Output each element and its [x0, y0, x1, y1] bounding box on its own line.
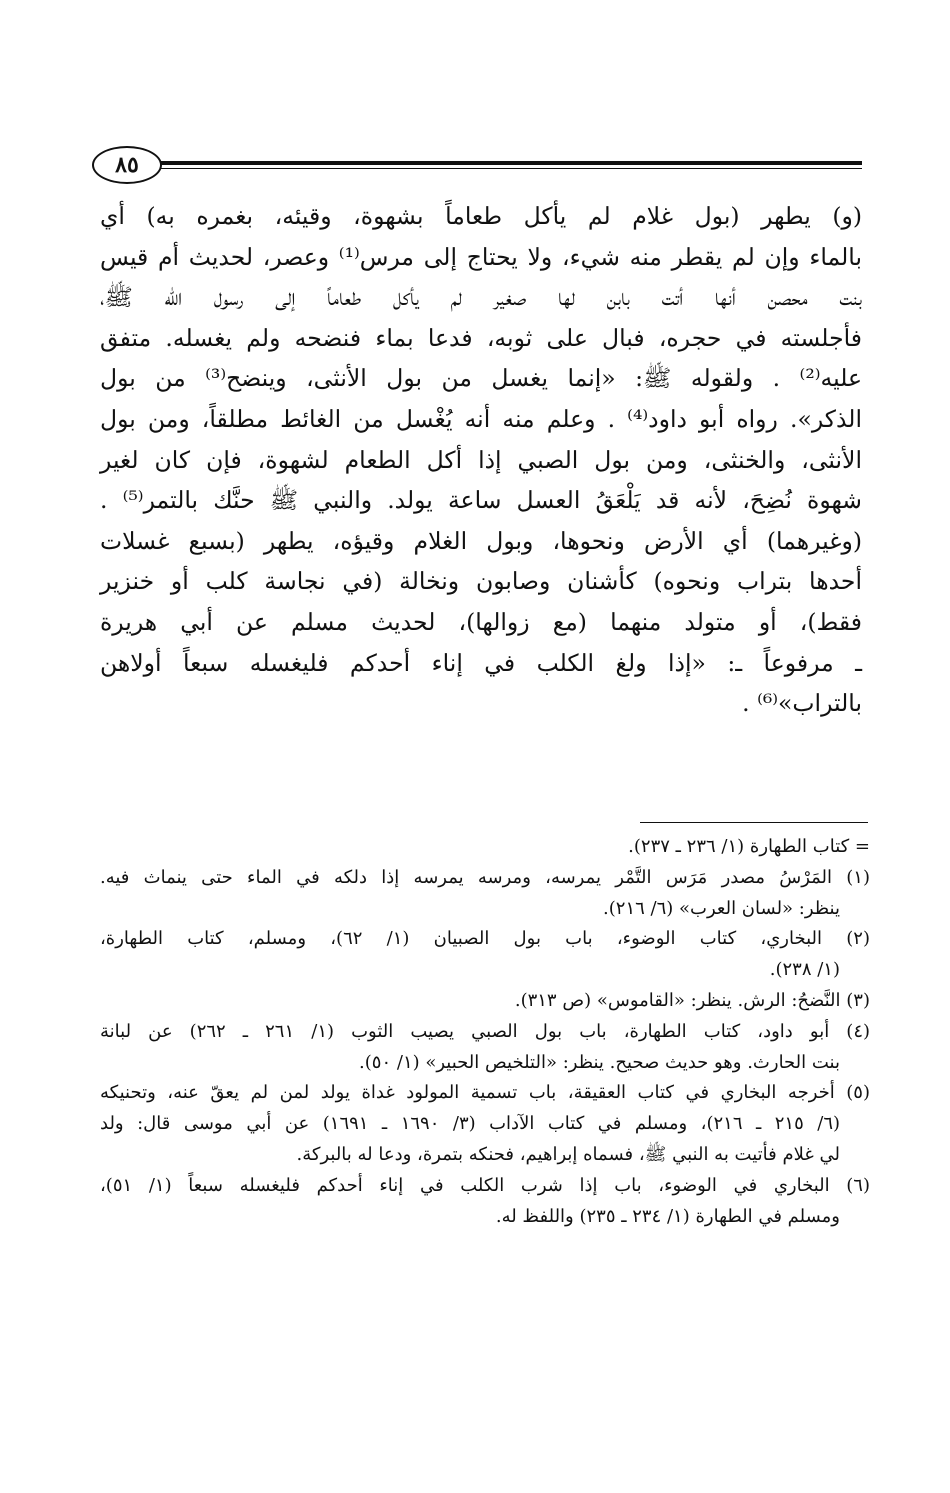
main-text-line: أحدها بتراب ونحوه) كأشنان وصابون ونخالة (في نجاسة كلب أو خنزير	[100, 567, 862, 596]
footnote-line: ومسلم في الطهارة (١/ ٢٣٤ ـ ٢٣٥) واللفظ له.	[495, 1205, 840, 1227]
main-text-line: (وغيرهما) أي الأرض ونحوها، وبول الغلام وقيؤه، يطهر (بسبع غسلات	[100, 526, 862, 555]
main-text-line: عليه⁽²⁾ . ولقوله ﷺ: «إنما يغسل من بول الأنثى، وينضح⁽³⁾ من بول	[100, 364, 862, 393]
main-text-line: شهوة نُضِحَ، لأنه قد يَلْعَقُ العسل ساعة يولد. والنبي ﷺ حنَّك بالتمر⁽⁵⁾ .	[100, 486, 862, 515]
page-number: ٨٥	[92, 146, 162, 184]
footnote-line: (٤) أبو داود، كتاب الطهارة، باب بول الصبي يصيب الثوب (١/ ٢٦١ ـ ٢٦٢) عن لبانة	[100, 1020, 871, 1042]
footnote-line: (٦/ ٢١٥ ـ ٢١٦)، ومسلم في كتاب الآداب (٣/ ١٦٩٠ ـ ١٦٩١) عن أبي موسى قال: ولد	[100, 1113, 841, 1135]
main-text-line: (و) يطهر (بول غلام لم يأكل طعاماً بشهوة، وقيئه، بغمره به) أي	[100, 202, 862, 230]
main-text-line: الأنثى، والخنثى، ومن بول الصبي إذا أكل الطعام لشهوة، فإن كان لغير	[100, 445, 862, 474]
footnote-line: (٦) البخاري في الوضوء، باب إذا شرب الكلب في إناء أحدكم فليغسله سبعاً (١/ ٥١)،	[100, 1174, 870, 1196]
header-rule-thick	[152, 161, 862, 165]
main-text	[100, 196, 862, 724]
main-text-line: فقط)، أو متولد منهما (مع زوالها)، لحديث مسلم عن أبي هريرة	[100, 607, 862, 636]
footnote-line: ينظر: «لسان العرب» (٦/ ٢١٦).	[603, 897, 840, 919]
footnote-line: (٥) أخرجه البخاري في كتاب العقيقة، باب تسمية المولود غداة يولد لمن لم يعقّ عنه، وتحنيكه	[100, 1082, 870, 1104]
footnote-line: (١) المَرْسُ مصدر مَرَس التَّمْر يمرسه، ومرسه يمرسه إذا دلكه في الماء حتى ينماث فيه.	[100, 866, 870, 888]
main-text-line: الذكر». رواه أبو داود⁽⁴⁾ . وعلم منه أنه يُغْسل من الغائط مطلقاً، ومن بول	[100, 404, 862, 433]
main-text-line: بنت محصن أنها أتت بابن لها صغير لم يأكل طعاماً إلى رسول الله ﷺ،	[100, 283, 862, 312]
footnote-line: = كتاب الطهارة (١/ ٢٣٦ ـ ٢٣٧).	[628, 836, 870, 857]
page-header	[92, 146, 862, 186]
footnote-line: بنت الحارث. وهو حديث صحيح. ينظر: «التلخيص الحبير» (١/ ٥٠).	[359, 1051, 840, 1073]
main-text-line: بالتراب»⁽⁶⁾ .	[742, 689, 862, 718]
footnotes	[100, 832, 870, 1232]
footnote-line: (١/ ٢٣٨).	[769, 959, 840, 981]
footnote-line: لي غلام فأتيت به النبي ﷺ، فسماه إبراهيم، فحنكه بتمرة، ودعا له بالبركة.	[296, 1143, 840, 1165]
main-text-line: ـ مرفوعاً ـ: «إذا ولغ الكلب في إناء أحدكم فليغسله سبعاً أولاهن	[100, 648, 862, 677]
main-text-line: بالماء وإن لم يقطر منه شيء، ولا يحتاج إلى مرس⁽¹⁾ وعصر، لحديث أم قيس	[100, 242, 862, 271]
header-rule-thin	[152, 168, 862, 169]
main-text-line: فأجلسته في حجره، فبال على ثوبه، فدعا بماء فنضحه ولم يغسله. متفق	[100, 323, 862, 352]
footnote-separator	[640, 822, 868, 823]
footnote-line: (٢) البخاري، كتاب الوضوء، باب بول الصبيان (١/ ٦٢)، ومسلم، كتاب الطهارة،	[100, 928, 870, 950]
footnote-line: (٣) النَّضحُ: الرش. ينظر: «القاموس» (ص ٣١٣).	[514, 989, 870, 1011]
